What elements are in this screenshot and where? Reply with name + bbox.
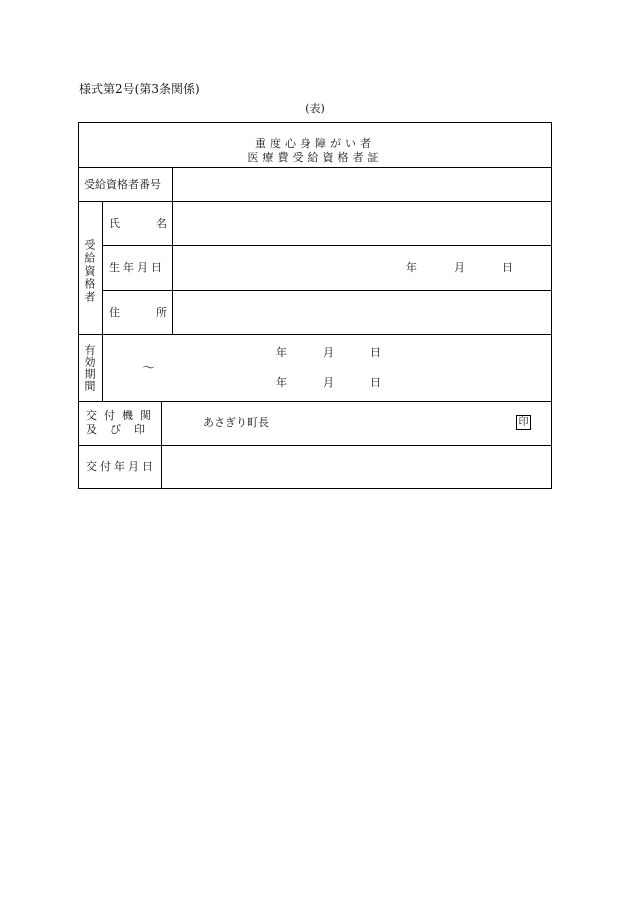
form-number: 様式第2号(第3条関係): [79, 82, 200, 96]
valid-to-day-unit: 日: [370, 376, 381, 389]
divider-issuer: [79, 445, 551, 446]
birth-date-label: 生年月日: [109, 261, 165, 274]
birth-month-unit: 月: [454, 261, 465, 274]
issue-date-label: 交付年月日: [86, 460, 156, 473]
name-label-2: 名: [156, 217, 167, 230]
divider-col-label: [172, 167, 173, 334]
divider-col-recipient: [102, 201, 103, 334]
valid-to-month-unit: 月: [323, 376, 334, 389]
divider-address: [79, 334, 551, 335]
issuer-value: あさぎり町長: [203, 416, 269, 429]
birth-year-unit: 年: [406, 261, 417, 274]
form-title-line2: 医療費受給資格者証: [247, 151, 383, 164]
name-label: [109, 218, 167, 229]
valid-from-month-unit: 月: [323, 346, 334, 359]
divider-col-validity: [102, 334, 103, 401]
recipient-number-label: 受給資格者番号: [84, 178, 161, 191]
issuer-label-line2: 及び印: [86, 423, 158, 436]
divider-validity: [79, 401, 551, 402]
address-label-1: 住: [109, 306, 120, 319]
divider-birth: [102, 290, 551, 291]
valid-from-day-unit: 日: [370, 346, 381, 359]
seal-mark: 印: [516, 415, 531, 430]
address-label: [109, 307, 167, 318]
validity-label: 有効期間: [83, 344, 96, 392]
validity-tilde: 〜: [142, 361, 156, 376]
recipient-label: 受給資格者: [83, 239, 96, 304]
divider-title: [79, 167, 551, 168]
valid-to-year-unit: 年: [276, 376, 287, 389]
side-label: (表): [305, 102, 325, 115]
issuer-label-line1: 交付機関: [86, 409, 158, 422]
address-label-2: 所: [156, 306, 167, 319]
form-title-line1: 重度心身障がい者: [255, 137, 375, 150]
certificate-form: [78, 122, 552, 489]
name-label-1: 氏: [109, 217, 120, 230]
divider-name: [102, 245, 551, 246]
divider-col-issuer: [161, 401, 162, 489]
valid-from-year-unit: 年: [276, 346, 287, 359]
divider-number: [79, 201, 551, 202]
birth-day-unit: 日: [502, 261, 513, 274]
